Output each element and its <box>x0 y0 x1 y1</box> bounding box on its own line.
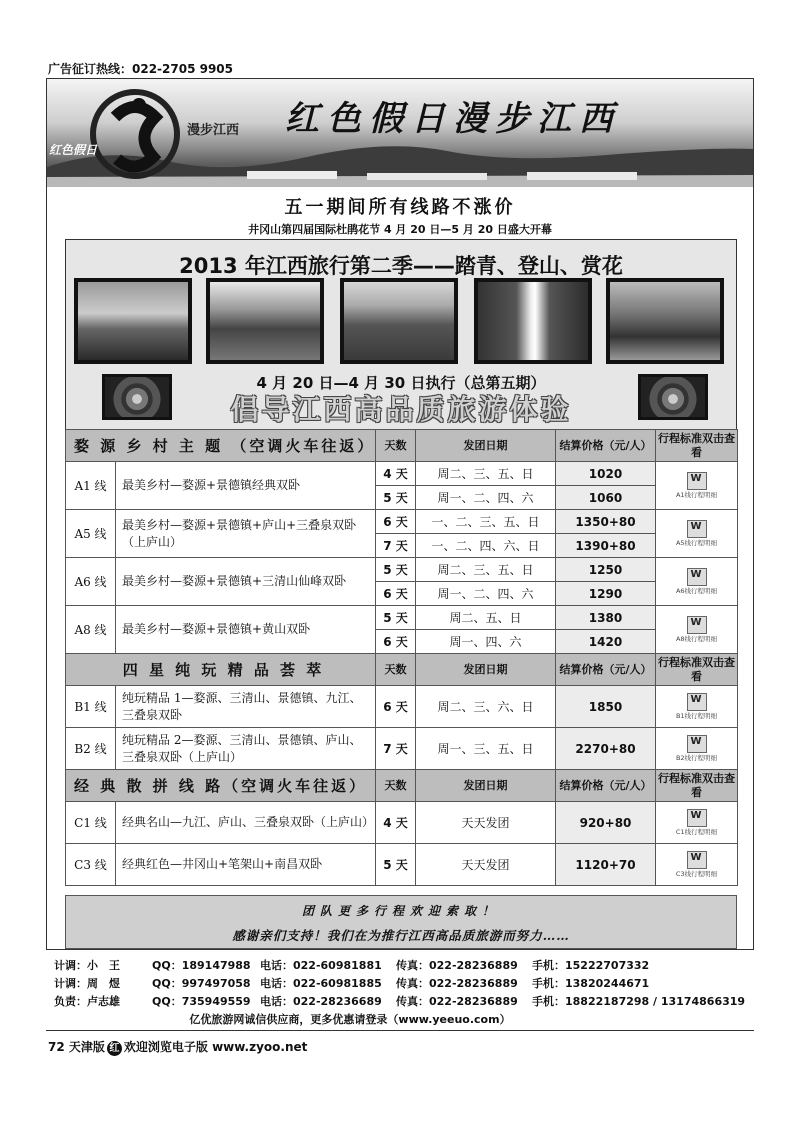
itinerary-cell <box>656 462 738 510</box>
itinerary-cell <box>656 686 738 728</box>
route-code: B1 线 <box>66 686 116 728</box>
route-table <box>65 429 738 886</box>
word-doc-icon <box>687 809 707 827</box>
section-header <box>66 770 738 802</box>
route-price: 1350+80 <box>556 510 656 534</box>
header-dates: 发团日期 <box>416 654 556 686</box>
route-code: A1 线 <box>66 462 116 510</box>
header-days: 天数 <box>376 430 416 462</box>
table-row <box>66 844 738 886</box>
route-price: 1850 <box>556 686 656 728</box>
route-price: 1120+70 <box>556 844 656 886</box>
header-price: 结算价格（元/人） <box>556 430 656 462</box>
itinerary-doc-label: B1线行程明细 <box>675 711 718 720</box>
itinerary-doc-label: C1线行程明细 <box>675 827 718 836</box>
route-days: 4 天 <box>376 462 416 486</box>
contact-qq: QQ：189147988 <box>152 959 251 972</box>
header-itinerary: 行程标准双击查看 <box>656 654 738 686</box>
logo-icon <box>75 87 193 181</box>
route-price: 1250 <box>556 558 656 582</box>
route-code: C3 线 <box>66 844 116 886</box>
word-doc-icon <box>687 693 707 711</box>
route-dates: 周二、三、五、日 <box>416 462 556 486</box>
banner-title: 红色假日漫步江西 <box>285 99 621 139</box>
route-description: 经典红色—井冈山+笔架山+南昌双卧 <box>116 844 376 886</box>
itinerary-doc-link[interactable] <box>667 472 727 499</box>
route-dates: 天天发团 <box>416 802 556 844</box>
route-days: 7 天 <box>376 534 416 558</box>
route-price: 1390+80 <box>556 534 656 558</box>
itinerary-doc-label: C3线行程明细 <box>675 869 718 878</box>
route-price: 2270+80 <box>556 728 656 770</box>
header-price: 结算价格（元/人） <box>556 770 656 802</box>
contact-mobile: 手机：13820244671 <box>532 977 650 990</box>
team-note: 团队更多行程欢迎索取！ <box>301 904 500 918</box>
route-code: A8 线 <box>66 606 116 654</box>
table-row <box>66 686 738 728</box>
route-days: 7 天 <box>376 728 416 770</box>
route-dates: 周二、三、五、日 <box>416 558 556 582</box>
word-doc-icon <box>687 735 707 753</box>
itinerary-cell <box>656 844 738 886</box>
contact-qq: QQ：997497058 <box>152 977 251 990</box>
itinerary-doc-label: A5线行程明细 <box>675 538 718 547</box>
route-price: 1020 <box>556 462 656 486</box>
season-box <box>65 239 737 432</box>
ad-frame <box>46 78 754 950</box>
itinerary-doc-label: B2线行程明细 <box>675 753 718 762</box>
advocate-slogan: 倡导江西高品质旅游体验 <box>230 393 572 426</box>
route-days: 6 天 <box>376 630 416 654</box>
header-price: 结算价格（元/人） <box>556 654 656 686</box>
route-dates: 天天发团 <box>416 844 556 886</box>
route-dates: 一、二、三、五、日 <box>416 510 556 534</box>
route-code: C1 线 <box>66 802 116 844</box>
route-dates: 一、二、四、六、日 <box>416 534 556 558</box>
contact-mobile: 手机：15222707332 <box>532 959 650 972</box>
route-dates: 周二、五、日 <box>416 606 556 630</box>
itinerary-doc-link[interactable] <box>667 809 727 836</box>
itinerary-doc-label: A1线行程明细 <box>675 490 718 499</box>
header-days: 天数 <box>376 770 416 802</box>
contact-phone: 电话：022-60981881 <box>260 959 382 972</box>
footer-band <box>65 895 737 949</box>
contact-mobile: 手机：18822187298 / 13174866319 <box>532 995 746 1008</box>
contact-role: 计调：小 王 <box>54 959 120 972</box>
logo-text: 漫步江西 <box>187 123 240 138</box>
route-days: 5 天 <box>376 606 416 630</box>
contact-role: 负责：卢志雄 <box>54 995 120 1008</box>
section-header <box>66 654 738 686</box>
route-price: 1380 <box>556 606 656 630</box>
contact-qq: QQ：735949559 <box>152 995 251 1008</box>
table-row <box>66 606 738 630</box>
section-title: 经 典 散 拼 线 路（空调火车往返） <box>66 770 376 802</box>
footer-link[interactable]: 欢迎浏览电子版 www.zyoo.net <box>123 1040 308 1054</box>
word-doc-icon <box>687 616 707 634</box>
thanks-note: 感谢亲们支持！我们在为推行江西高品质旅游而努力…… <box>232 928 570 943</box>
page-number: 72 天津版 <box>48 1040 105 1054</box>
itinerary-doc-link[interactable] <box>667 693 727 720</box>
route-description: 最美乡村—婺源+景德镇+三清山仙峰双卧 <box>116 558 376 606</box>
route-description: 纯玩精品 1—婺源、三清山、景德镇、九江、三叠泉双卧 <box>116 686 376 728</box>
itinerary-doc-link[interactable] <box>667 851 727 878</box>
section-title: 四 星 纯 玩 精 品 荟 萃 <box>66 654 376 686</box>
route-dates: 周一、二、四、六 <box>416 582 556 606</box>
table-row <box>66 462 738 486</box>
table-row <box>66 558 738 582</box>
word-doc-icon <box>687 851 707 869</box>
itinerary-doc-link[interactable] <box>667 735 727 762</box>
badge-icon: 红 <box>107 1041 122 1056</box>
route-dates: 周一、四、六 <box>416 630 556 654</box>
header-dates: 发团日期 <box>416 430 556 462</box>
ad-hotline: 广告征订热线：022-2705 9905 <box>48 62 234 76</box>
table-row <box>66 510 738 534</box>
word-doc-icon <box>687 472 707 490</box>
itinerary-doc-link[interactable] <box>667 616 727 643</box>
route-code: B2 线 <box>66 728 116 770</box>
route-dates: 周一、二、四、六 <box>416 486 556 510</box>
word-doc-icon <box>687 568 707 586</box>
contact-phone: 电话：022-28236689 <box>260 995 382 1008</box>
header-itinerary: 行程标准双击查看 <box>656 770 738 802</box>
route-code: A6 线 <box>66 558 116 606</box>
route-description: 最美乡村—婺源+景德镇经典双卧 <box>116 462 376 510</box>
scenic-photo-2 <box>206 278 324 364</box>
route-days: 6 天 <box>376 582 416 606</box>
price-slogan: 五一期间所有线路不涨价 <box>284 197 516 218</box>
page-divider <box>46 1030 754 1031</box>
itinerary-doc-link[interactable] <box>667 520 727 547</box>
table-row <box>66 728 738 770</box>
itinerary-cell <box>656 728 738 770</box>
route-days: 5 天 <box>376 486 416 510</box>
route-description: 最美乡村—婺源+景德镇+黄山双卧 <box>116 606 376 654</box>
scenic-photo-1 <box>74 278 192 364</box>
route-days: 6 天 <box>376 510 416 534</box>
route-description: 纯玩精品 2—婺源、三清山、景德镇、庐山、三叠泉双卧（上庐山） <box>116 728 376 770</box>
scenic-photo-3 <box>340 278 458 364</box>
route-days: 5 天 <box>376 844 416 886</box>
word-doc-icon <box>687 520 707 538</box>
header-dates: 发团日期 <box>416 770 556 802</box>
route-days: 6 天 <box>376 686 416 728</box>
scenic-photo-4 <box>474 278 592 364</box>
season-title: 2013 年江西旅行第二季——踏青、登山、赏花 <box>179 254 623 278</box>
banner <box>47 79 753 187</box>
page-footer <box>48 1038 307 1056</box>
route-price: 1420 <box>556 630 656 654</box>
route-price: 1060 <box>556 486 656 510</box>
contact-fax: 传真：022-28236889 <box>396 959 518 972</box>
contact-role: 计调：周 煜 <box>54 977 120 990</box>
festival-note: 井冈山第四届国际杜鹃花节 4 月 20 日—5 月 20 日盛大开幕 <box>248 223 552 236</box>
route-dates: 周一、三、五、日 <box>416 728 556 770</box>
route-price: 920+80 <box>556 802 656 844</box>
itinerary-cell <box>656 558 738 606</box>
logo-subtext: 红色假日 <box>49 143 98 157</box>
itinerary-cell <box>656 802 738 844</box>
date-line: 4 月 20 日—4 月 30 日执行（总第五期） <box>256 374 546 392</box>
scenic-photo-5 <box>606 278 724 364</box>
itinerary-cell <box>656 510 738 558</box>
route-description: 最美乡村—婺源+景德镇+庐山+三叠泉双卧（上庐山） <box>116 510 376 558</box>
route-code: A5 线 <box>66 510 116 558</box>
route-days: 4 天 <box>376 802 416 844</box>
contact-fax: 传真：022-28236889 <box>396 977 518 990</box>
table-row <box>66 802 738 844</box>
contact-phone: 电话：022-60981885 <box>260 977 382 990</box>
header-days: 天数 <box>376 654 416 686</box>
route-price: 1290 <box>556 582 656 606</box>
itinerary-cell <box>656 606 738 654</box>
route-description: 经典名山—九江、庐山、三叠泉双卧（上庐山） <box>116 802 376 844</box>
section-title: 婺 源 乡 村 主 题 （空调火车往返） <box>66 430 376 462</box>
itinerary-doc-link[interactable] <box>667 568 727 595</box>
itinerary-doc-label: A8线行程明细 <box>675 634 718 643</box>
sponsor-line: 亿优旅游网诚信供应商，更多优惠请登录（www.yeeuo.com） <box>189 1013 511 1026</box>
itinerary-doc-label: A6线行程明细 <box>675 586 718 595</box>
route-days: 5 天 <box>376 558 416 582</box>
header-itinerary: 行程标准双击查看 <box>656 430 738 462</box>
section-header <box>66 430 738 462</box>
contact-fax: 传真：022-28236889 <box>396 995 518 1008</box>
route-dates: 周二、三、六、日 <box>416 686 556 728</box>
